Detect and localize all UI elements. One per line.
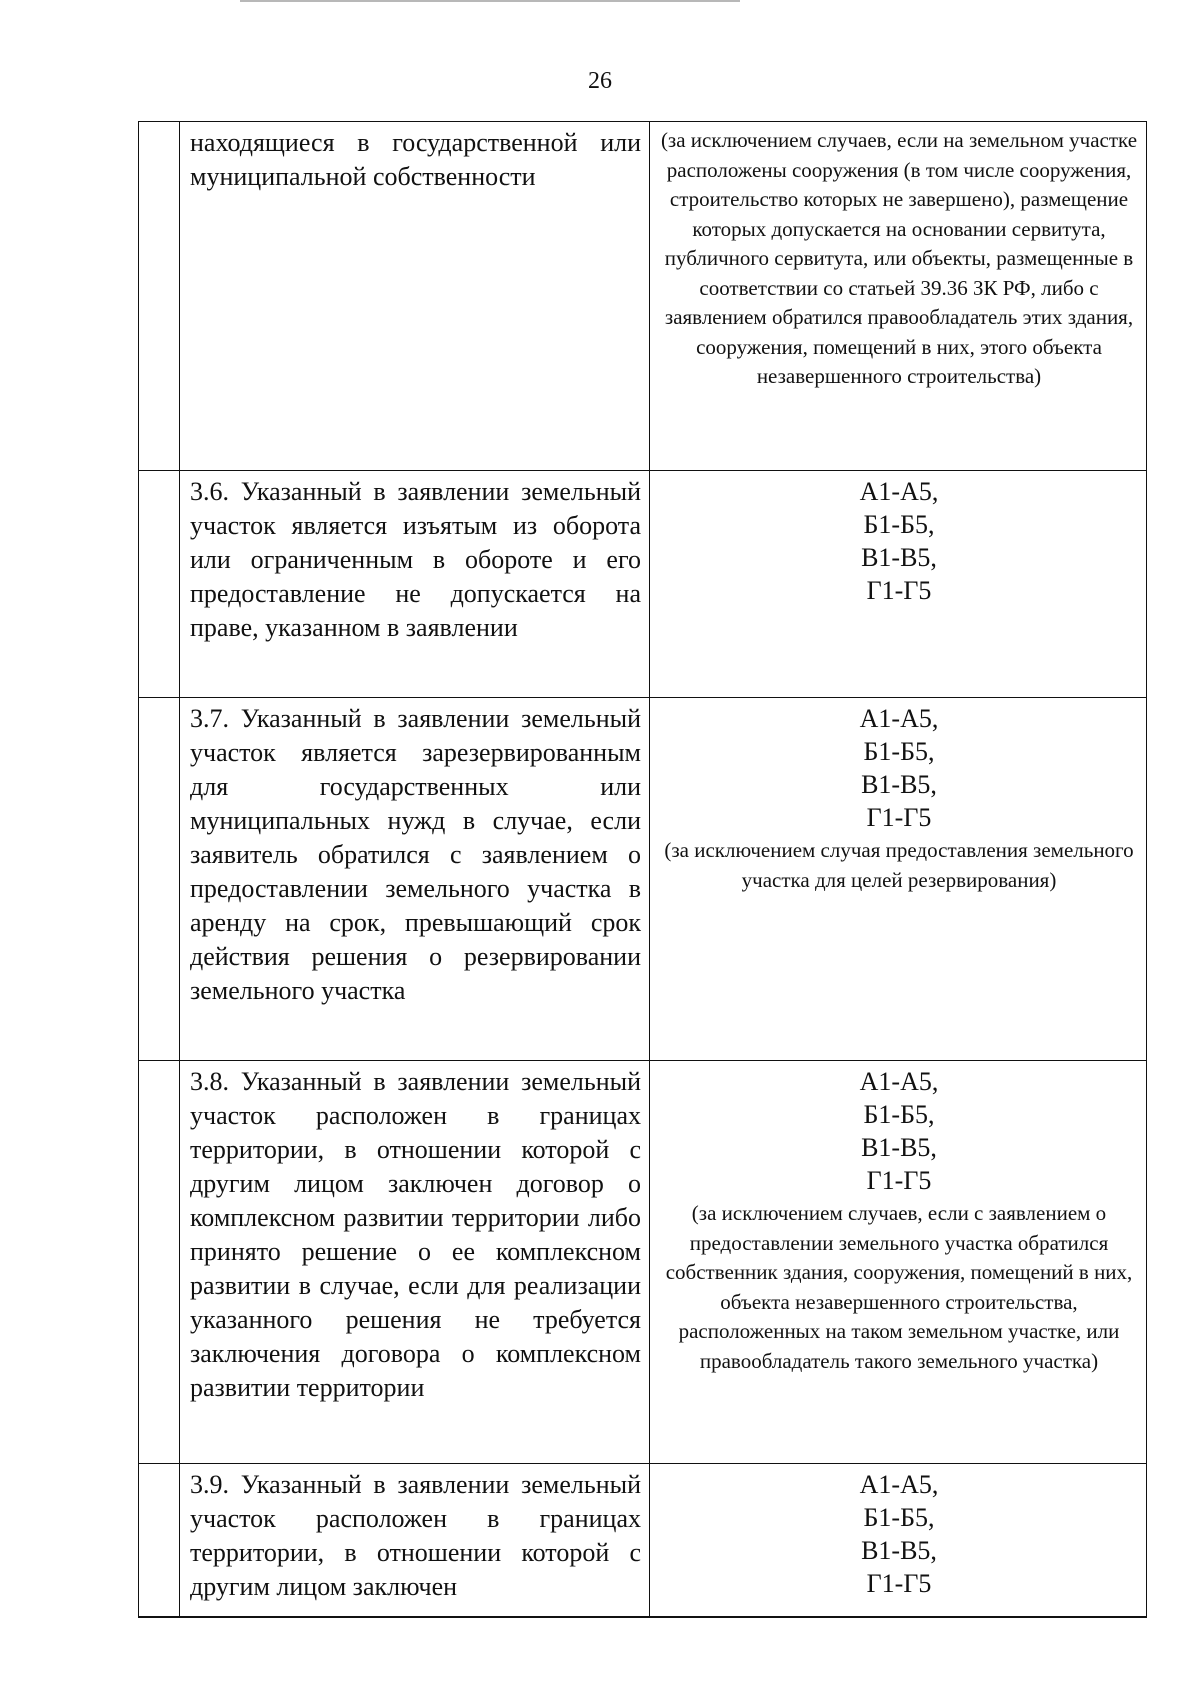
exception-note: (за исключением случаев, если с заявлением о предоставлении земельного участка обратился собственник здания, сооружения, помещений в них, объекта незавершенного строительства, расположенных на таком земельном участке, или правообладатель такого земельного участка) bbox=[665, 1201, 1133, 1373]
conditions-table bbox=[138, 121, 1147, 1618]
code-list bbox=[660, 702, 1138, 895]
table-row bbox=[139, 698, 1147, 1061]
code-item: Б1-Б5, bbox=[863, 1503, 935, 1532]
condition-text: 3.6. Указанный в заявлении земельный участок является изъятым из оборота или ограниченным в обороте и его предоставление не допускается на праве, указанном в заявлении bbox=[190, 477, 641, 642]
code-item: Б1-Б5, bbox=[863, 1100, 935, 1129]
code-item: А1-А5, bbox=[859, 704, 939, 733]
row-number-cell bbox=[139, 1061, 180, 1464]
code-item: Б1-Б5, bbox=[863, 510, 935, 539]
condition-cell bbox=[180, 698, 650, 1061]
code-item: А1-А5, bbox=[859, 1470, 939, 1499]
exception-note: (за исключением случая предоставления земельного участка для целей резервирования) bbox=[664, 838, 1134, 892]
condition-cell bbox=[180, 471, 650, 698]
code-item: А1-А5, bbox=[859, 1067, 939, 1096]
condition-text: 3.9. Указанный в заявлении земельный участок расположен в границах территории, в отношении которой с другим лицом заключен bbox=[190, 1470, 641, 1601]
code-item: Г1-Г5 bbox=[866, 1166, 932, 1195]
row-number-cell bbox=[139, 122, 180, 471]
row-number-cell bbox=[139, 1464, 180, 1618]
code-item: Г1-Г5 bbox=[866, 576, 932, 605]
table-row bbox=[139, 122, 1147, 471]
page-number: 26 bbox=[588, 68, 612, 94]
codes-cell bbox=[650, 1464, 1147, 1618]
codes-cell bbox=[650, 471, 1147, 698]
code-item: В1-В5, bbox=[861, 543, 937, 572]
code-item: А1-А5, bbox=[859, 477, 939, 506]
condition-cell bbox=[180, 1061, 650, 1464]
condition-cell bbox=[180, 1464, 650, 1618]
row-number-cell bbox=[139, 698, 180, 1061]
condition-text: 3.8. Указанный в заявлении земельный участок расположен в границах территории, в отношении которой с другим лицом заключен договор о комплексном развитии территории либо принято решение о ее комплексном развитии в случае, если для реализации указанного решения не требуется заключения договора о комплексном развитии территории bbox=[190, 1067, 641, 1402]
table-row bbox=[139, 1464, 1147, 1618]
codes-cell bbox=[650, 122, 1147, 471]
table-row bbox=[139, 471, 1147, 698]
code-item: Г1-Г5 bbox=[866, 803, 932, 832]
code-list bbox=[660, 475, 1138, 607]
top-rule bbox=[240, 0, 740, 2]
condition-text: 3.7. Указанный в заявлении земельный участок является зарезервированным для государственных или муниципальных нужд в случае, если заявитель обратился с заявлением о предоставлении земельного участка в аренду на срок, превышающий срок действия решения о резервировании земельного участка bbox=[190, 704, 641, 1005]
code-item: В1-В5, bbox=[861, 770, 937, 799]
code-item: Г1-Г5 bbox=[866, 1569, 932, 1598]
code-list bbox=[660, 1065, 1138, 1376]
codes-cell bbox=[650, 698, 1147, 1061]
codes-cell bbox=[650, 1061, 1147, 1464]
table-row bbox=[139, 1061, 1147, 1464]
exception-note: (за исключением случаев, если на земельном участке расположены сооружения (в том числе сооружения, строительство которых не завершено), размещение которых допускается на основании сервитута, публичного сервитута, или объекты, размещенные в соответствии со статьей 39.36 ЗК РФ, либо с заявлением обратился правообладатель этих здания, сооружения, помещений в них, этого объекта незавершенного строительства) bbox=[660, 128, 1138, 388]
code-item: Б1-Б5, bbox=[863, 737, 935, 766]
code-item: В1-В5, bbox=[861, 1536, 937, 1565]
code-item: В1-В5, bbox=[861, 1133, 937, 1162]
condition-cell bbox=[180, 122, 650, 471]
row-number-cell bbox=[139, 471, 180, 698]
code-list bbox=[660, 1468, 1138, 1600]
condition-text: находящиеся в государственной или муниципальной собственности bbox=[190, 128, 641, 191]
